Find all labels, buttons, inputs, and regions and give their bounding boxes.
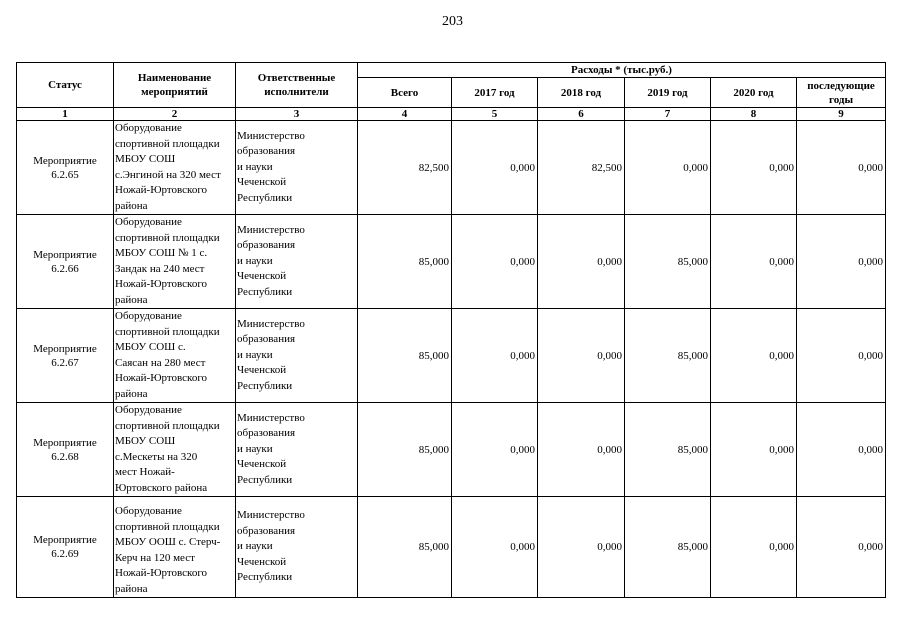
year-2018-cell: 0,000: [538, 215, 625, 309]
column-number: 7: [625, 108, 711, 121]
year-2018-cell: 82,500: [538, 121, 625, 215]
year-2019-cell: 85,000: [625, 215, 711, 309]
subsequent-cell: 0,000: [797, 121, 886, 215]
table-row: [17, 215, 886, 309]
year-2020-cell: 0,000: [711, 403, 797, 497]
header-expenses: Расходы * (тыс.руб.): [358, 63, 886, 78]
table-row: [17, 497, 886, 598]
year-2018-cell: 0,000: [538, 497, 625, 598]
budget-table: [16, 62, 886, 598]
header-name: Наименование мероприятий: [114, 63, 236, 108]
header-subsequent: последующие годы: [797, 78, 886, 108]
status-cell: Мероприятие 6.2.65: [17, 121, 114, 215]
executor-cell: Министерство образования и науки Чеченской Республики: [236, 121, 358, 215]
executor-cell: Министерство образования и науки Чеченской Республики: [236, 309, 358, 403]
total-cell: 85,000: [358, 497, 452, 598]
year-2017-cell: 0,000: [452, 121, 538, 215]
column-number: 2: [114, 108, 236, 121]
year-2017-cell: 0,000: [452, 497, 538, 598]
year-2020-cell: 0,000: [711, 215, 797, 309]
event-name-cell: Оборудование спортивной площадки МБОУ СОШ с.Мескеты на 320 мест Ножай- Юртовского района: [114, 403, 236, 497]
status-cell: Мероприятие 6.2.68: [17, 403, 114, 497]
column-number: 9: [797, 108, 886, 121]
subsequent-cell: 0,000: [797, 497, 886, 598]
column-number: 1: [17, 108, 114, 121]
total-cell: 85,000: [358, 403, 452, 497]
column-number: 5: [452, 108, 538, 121]
header-2017: 2017 год: [452, 78, 538, 108]
total-cell: 82,500: [358, 121, 452, 215]
subsequent-cell: 0,000: [797, 309, 886, 403]
year-2019-cell: 0,000: [625, 121, 711, 215]
column-number-row: [17, 108, 886, 121]
subsequent-cell: 0,000: [797, 215, 886, 309]
year-2017-cell: 0,000: [452, 309, 538, 403]
header-2020: 2020 год: [711, 78, 797, 108]
header-total: Всего: [358, 78, 452, 108]
header-2018: 2018 год: [538, 78, 625, 108]
executor-cell: Министерство образования и науки Чеченской Республики: [236, 403, 358, 497]
year-2020-cell: 0,000: [711, 121, 797, 215]
year-2019-cell: 85,000: [625, 309, 711, 403]
page-number: 203: [442, 14, 463, 29]
year-2018-cell: 0,000: [538, 403, 625, 497]
header-status: Статус: [17, 63, 114, 108]
header-executors: Ответственные исполнители: [236, 63, 358, 108]
year-2020-cell: 0,000: [711, 309, 797, 403]
year-2019-cell: 85,000: [625, 497, 711, 598]
column-number: 4: [358, 108, 452, 121]
status-cell: Мероприятие 6.2.67: [17, 309, 114, 403]
year-2020-cell: 0,000: [711, 497, 797, 598]
event-name-cell: Оборудование спортивной площадки МБОУ СОШ № 1 с. Зандак на 240 мест Ножай-Юртовского района: [114, 215, 236, 309]
subsequent-cell: 0,000: [797, 403, 886, 497]
year-2018-cell: 0,000: [538, 309, 625, 403]
event-name-cell: Оборудование спортивной площадки МБОУ СОШ с. Саясан на 280 мест Ножай-Юртовского района: [114, 309, 236, 403]
total-cell: 85,000: [358, 215, 452, 309]
status-cell: Мероприятие 6.2.66: [17, 215, 114, 309]
column-number: 6: [538, 108, 625, 121]
table-row: [17, 121, 886, 215]
header-2019: 2019 год: [625, 78, 711, 108]
year-2019-cell: 85,000: [625, 403, 711, 497]
table-row: [17, 309, 886, 403]
status-cell: Мероприятие 6.2.69: [17, 497, 114, 598]
executor-cell: Министерство образования и науки Чеченской Республики: [236, 215, 358, 309]
executor-cell: Министерство образования и науки Чеченской Республики: [236, 497, 358, 598]
year-2017-cell: 0,000: [452, 403, 538, 497]
column-number: 8: [711, 108, 797, 121]
header-row-top: [17, 63, 886, 78]
total-cell: 85,000: [358, 309, 452, 403]
event-name-cell: Оборудование спортивной площадки МБОУ ООШ с. Стерч- Керч на 120 мест Ножай-Юртовского района: [114, 497, 236, 598]
year-2017-cell: 0,000: [452, 215, 538, 309]
event-name-cell: Оборудование спортивной площадки МБОУ СОШ с.Энгиной на 320 мест Ножай-Юртовского района: [114, 121, 236, 215]
column-number: 3: [236, 108, 358, 121]
table-row: [17, 403, 886, 497]
